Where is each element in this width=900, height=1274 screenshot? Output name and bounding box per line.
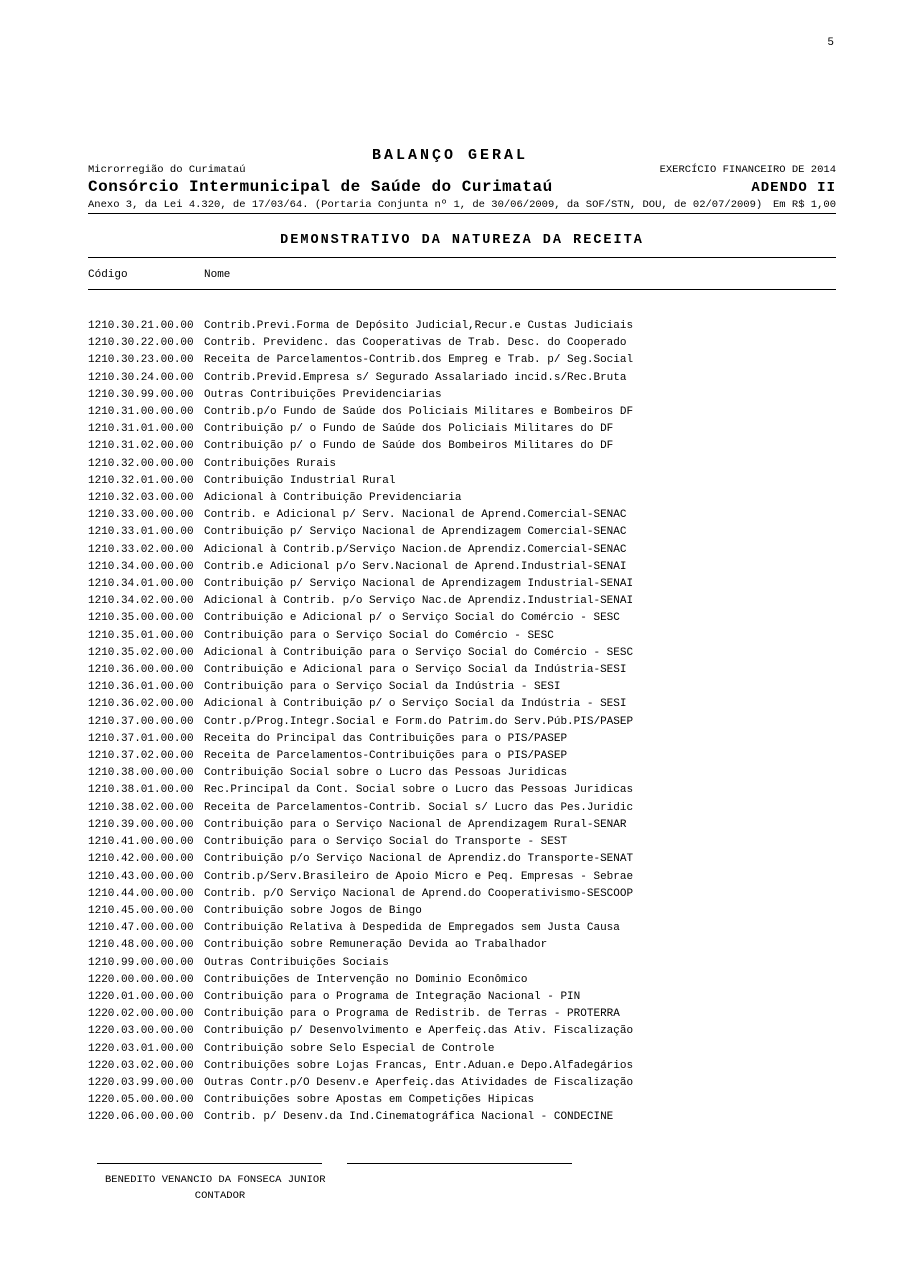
table-row [88,542,836,559]
row-code: 1220.00.00.00.00 [88,973,194,986]
table-row [88,696,836,713]
row-code: 1210.31.01.00.00 [88,423,194,436]
table-row [88,920,836,937]
row-name: Contr.p/Prog.Integr.Social e Form.do Patrim.do Serv.Púb.PIS/PASEP [204,715,634,728]
table-row [88,955,836,972]
row-code: 1210.37.02.00.00 [88,750,194,763]
row-code: 1210.33.02.00.00 [88,543,194,556]
signature-block [105,1172,335,1204]
row-name: Adicional à Contrib. p/o Serviço Nac.de Aprendiz.Industrial-SENAI [204,595,634,608]
table-row [88,438,836,455]
legal-reference: Anexo 3, da Lei 4.320, de 17/03/64. (Portaria Conjunta nº 1, de 30/06/2009, da SOF/STN, DOU, de 02/07/2009) [88,199,763,211]
row-name: Receita de Parcelamentos-Contrib.dos Empreg e Trab. p/ Seg.Social [204,354,634,367]
table-row [88,800,836,817]
row-name: Contribuição p/ Serviço Nacional de Aprendizagem Industrial-SENAI [204,578,634,591]
row-code: 1210.34.01.00.00 [88,578,194,591]
table-row [88,576,836,593]
page-number: 5 [827,37,834,49]
row-name: Receita do Principal das Contribuições para o PIS/PASEP [204,732,568,745]
row-name: Outras Contribuições Sociais [204,956,389,969]
column-header-divider [88,289,836,290]
row-name: Adicional à Contrib.p/Serviço Nacion.de Aprendiz.Comercial-SENAC [204,543,627,556]
row-name: Contribuição e Adicional p/ o Serviço Social do Comércio - SESC [204,612,620,625]
table-row [88,1023,836,1040]
table-row [88,817,836,834]
row-code: 1210.33.01.00.00 [88,526,194,539]
table-row [88,1006,836,1023]
row-name: Contribuição sobre Selo Especial de Controle [204,1042,495,1055]
table-row [88,989,836,1006]
row-code: 1220.05.00.00.00 [88,1094,194,1107]
row-name: Contribuição para o Programa de Redistrib. de Terras - PROTERRA [204,1008,620,1021]
table-row [88,1092,836,1109]
table-row [88,507,836,524]
adendo-label: ADENDO II [751,180,836,196]
table-row [88,559,836,576]
row-code: 1210.36.01.00.00 [88,681,194,694]
row-code: 1210.34.02.00.00 [88,595,194,608]
row-code: 1210.42.00.00.00 [88,853,194,866]
row-code: 1210.36.00.00.00 [88,664,194,677]
column-header-name: Nome [204,269,231,281]
row-code: 1210.38.02.00.00 [88,801,194,814]
row-code: 1210.38.01.00.00 [88,784,194,797]
table-row [88,1075,836,1092]
table-row [88,370,836,387]
signature-line-1 [97,1163,322,1164]
table-row [88,352,836,369]
row-name: Contribuições de Intervenção no Dominio Econômico [204,973,528,986]
row-name: Outras Contribuições Previdenciarias [204,388,442,401]
table-row [88,886,836,903]
table-row [88,662,836,679]
row-name: Contribuição e Adicional para o Serviço Social da Indústria-SESI [204,664,627,677]
table-row [88,937,836,954]
signer-title: CONTADOR [194,1190,246,1202]
table-row [88,972,836,989]
row-code: 1210.39.00.00.00 [88,818,194,831]
section-title: DEMONSTRATIVO DA NATUREZA DA RECEITA [280,233,644,248]
row-code: 1220.02.00.00.00 [88,1008,194,1021]
row-name: Contribuição Social sobre o Lucro das Pessoas Juridicas [204,767,568,780]
row-code: 1210.45.00.00.00 [88,904,194,917]
row-code: 1210.35.00.00.00 [88,612,194,625]
fiscal-year-label: EXERCÍCIO FINANCEIRO DE 2014 [659,164,836,176]
row-name: Contribuições sobre Apostas em Competições Hipicas [204,1094,535,1107]
row-name: Contrib.e Adicional p/o Serv.Nacional de Aprend.Industrial-SENAI [204,560,627,573]
region-label: Microrregião do Curimataú [88,164,246,176]
header-divider [88,213,836,214]
row-name: Outras Contr.p/O Desenv.e Aperfeiç.das Atividades de Fiscalização [204,1076,634,1089]
table-row [88,1058,836,1075]
row-name: Contribuição p/o Serviço Nacional de Aprendiz.do Transporte-SENAT [204,853,634,866]
row-name: Contrib. p/O Serviço Nacional de Aprend.do Cooperativismo-SESCOOP [204,887,634,900]
row-code: 1210.99.00.00.00 [88,956,194,969]
row-code: 1210.37.01.00.00 [88,732,194,745]
row-code: 1210.36.02.00.00 [88,698,194,711]
row-name: Contribuição para o Serviço Nacional de Aprendizagem Rural-SENAR [204,818,627,831]
row-name: Receita de Parcelamentos-Contribuições para o PIS/PASEP [204,750,568,763]
row-name: Rec.Principal da Cont. Social sobre o Lucro das Pessoas Juridicas [204,784,634,797]
row-code: 1210.30.21.00.00 [88,320,194,332]
row-name: Contrib.p/Serv.Brasileiro de Apoio Micro e Peq. Empresas - Sebrae [204,870,634,883]
row-name: Contrib. e Adicional p/ Serv. Nacional de Aprend.Comercial-SENAC [204,509,627,522]
table-row [88,628,836,645]
row-code: 1210.38.00.00.00 [88,767,194,780]
table-row [88,765,836,782]
row-code: 1210.44.00.00.00 [88,887,194,900]
table-row [88,869,836,886]
row-code: 1210.47.00.00.00 [88,922,194,935]
row-name: Contrib. p/ Desenv.da Ind.Cinematográfica Nacional - CONDECINE [204,1111,614,1124]
row-name: Adicional à Contribuição para o Serviço Social do Comércio - SESC [204,646,634,659]
table-row [88,782,836,799]
row-name: Contrib.p/o Fundo de Saúde dos Policiais Militares e Bombeiros DF [204,406,634,419]
table-row [88,851,836,868]
row-code: 1220.01.00.00.00 [88,990,194,1003]
row-name: Adicional à Contribuição Previdenciaria [204,492,462,505]
row-name: Contribuição sobre Jogos de Bingo [204,904,422,917]
document-title: BALANÇO GERAL [371,147,529,164]
row-code: 1220.03.99.00.00 [88,1076,194,1089]
row-code: 1210.34.00.00.00 [88,560,194,573]
table-row [88,404,836,421]
row-code: 1210.32.03.00.00 [88,492,194,505]
row-code: 1210.37.00.00.00 [88,715,194,728]
row-name: Contribuições sobre Lojas Francas, Entr.Aduan.e Depo.Alfadegários [204,1059,634,1072]
table-row [88,834,836,851]
table-row [88,1109,836,1126]
table-row [88,421,836,438]
row-code: 1210.30.99.00.00 [88,388,194,401]
table-row [88,318,836,335]
section-divider [88,257,836,258]
row-name: Contrib. Previdenc. das Cooperativas de Trab. Desc. do Cooperado [204,337,627,350]
table-row [88,335,836,352]
table-row [88,593,836,610]
row-code: 1220.03.00.00.00 [88,1025,194,1038]
row-code: 1220.03.02.00.00 [88,1059,194,1072]
row-code: 1210.43.00.00.00 [88,870,194,883]
row-code: 1210.35.02.00.00 [88,646,194,659]
row-name: Contrib.Previd.Empresa s/ Segurado Assalariado incid.s/Rec.Bruta [204,371,627,384]
row-name: Contribuição p/ Desenvolvimento e Aperfeiç.das Ativ. Fiscalização [204,1025,634,1038]
row-code: 1210.31.00.00.00 [88,406,194,419]
row-code: 1210.31.02.00.00 [88,440,194,453]
row-code: 1220.06.00.00.00 [88,1111,194,1124]
table-row [88,714,836,731]
table-row [88,456,836,473]
currency-unit-label: Em R$ 1,00 [772,199,836,211]
row-code: 1210.35.01.00.00 [88,629,194,642]
row-code: 1210.33.00.00.00 [88,509,194,522]
row-name: Contribuição para o Serviço Social do Transporte - SEST [204,836,568,849]
table-row [88,731,836,748]
row-name: Contribuição para o Serviço Social da Indústria - SESI [204,681,561,694]
row-name: Contrib.Previ.Forma de Depósito Judicial,Recur.e Custas Judiciais [204,320,634,332]
table-row [88,1041,836,1058]
row-name: Receita de Parcelamentos-Contrib. Social s/ Lucro das Pes.Juridic [204,801,634,814]
row-name: Contribuição sobre Remuneração Devida ao Trabalhador [204,939,548,952]
row-code: 1210.32.00.00.00 [88,457,194,470]
revenue-table-body [88,318,836,1127]
row-name: Contribuição para o Serviço Social do Comércio - SESC [204,629,554,642]
entity-name: Consórcio Intermunicipal de Saúde do Curimataú [88,178,553,196]
table-row [88,679,836,696]
column-header-code: Código [88,269,128,281]
table-row [88,387,836,404]
table-row [88,748,836,765]
row-code: 1210.41.00.00.00 [88,836,194,849]
signature-line-2 [347,1163,572,1164]
row-code: 1210.32.01.00.00 [88,474,194,487]
row-name: Contribuição p/ o Fundo de Saúde dos Bombeiros Militares do DF [204,440,614,453]
row-name: Contribuição p/ Serviço Nacional de Aprendizagem Comercial-SENAC [204,526,627,539]
table-row [88,524,836,541]
row-name: Contribuições Rurais [204,457,337,470]
row-name: Contribuição Industrial Rural [204,474,396,487]
row-code: 1210.30.24.00.00 [88,371,194,384]
table-row [88,903,836,920]
row-code: 1210.30.22.00.00 [88,337,194,350]
table-row [88,490,836,507]
row-code: 1220.03.01.00.00 [88,1042,194,1055]
signer-name: BENEDITO VENANCIO DA FONSECA JUNIOR [105,1174,326,1186]
table-row [88,473,836,490]
table-row [88,610,836,627]
row-code: 1210.30.23.00.00 [88,354,194,367]
row-name: Adicional à Contribuição p/ o Serviço Social da Indústria - SESI [204,698,627,711]
row-name: Contribuição para o Programa de Integração Nacional - PIN [204,990,581,1003]
row-name: Contribuição p/ o Fundo de Saúde dos Policiais Militares do DF [204,423,614,436]
row-name: Contribuição Relativa à Despedida de Empregados sem Justa Causa [204,922,620,935]
table-row [88,645,836,662]
row-code: 1210.48.00.00.00 [88,939,194,952]
